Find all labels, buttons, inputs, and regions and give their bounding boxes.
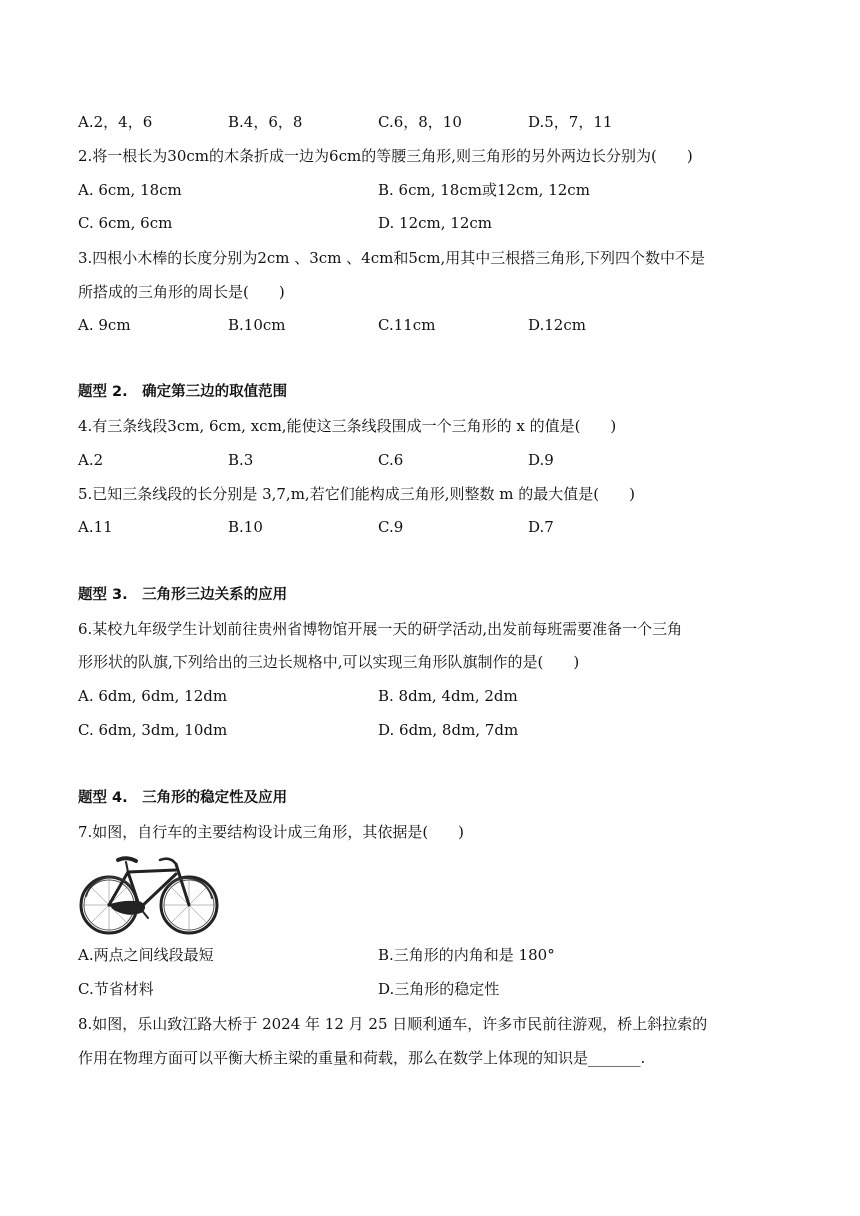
q1-option-d: D.5，7，11 [528, 113, 613, 131]
q4-stem: 4.有三条线段3cm, 6cm, xcm,能使这三条线段围成一个三角形的 x 的值是( ) [78, 417, 617, 435]
bicycle-image [78, 848, 220, 936]
q4-option-b: B.3 [228, 451, 254, 469]
q7-option-c: C.节省材料 [78, 980, 154, 998]
q8-stem-line2: 作用在物理方面可以平衡大桥主梁的重量和荷载，那么在数学上体现的知识是_______. [78, 1049, 646, 1067]
q4-option-d: D.9 [528, 451, 554, 469]
q6-option-a: A. 6dm, 6dm, 12dm [78, 687, 228, 705]
q7-option-b: B.三角形的内角和是 180° [378, 946, 555, 964]
q5-stem: 5.已知三条线段的长分别是 3,7,m,若它们能构成三角形,则整数 m 的最大值是( ) [78, 485, 635, 503]
q4-option-c: C.6 [378, 451, 404, 469]
q8-stem-line1: 8.如图，乐山致江路大桥于 2024 年 12 月 25 日顺利通车，许多市民前往游观，桥上斜拉索的 [78, 1015, 708, 1033]
q3-option-b: B.10cm [228, 316, 286, 334]
section-4-heading: 题型 4. 三角形的稳定性及应用 [78, 790, 288, 806]
q1-option-c: C.6，8，10 [378, 113, 462, 131]
q1-option-b: B.4，6，8 [228, 113, 303, 131]
q6-stem-line1: 6.某校九年级学生计划前往贵州省博物馆开展一天的研学活动,出发前每班需要准备一个三角 [78, 620, 683, 638]
q2-option-a: A. 6cm, 18cm [78, 181, 182, 199]
q1-option-a: A.2，4，6 [78, 113, 153, 131]
q2-option-d: D. 12cm, 12cm [378, 214, 492, 232]
q6-stem-line2: 形形状的队旗,下列给出的三边长规格中,可以实现三角形队旗制作的是( ) [78, 653, 580, 671]
q2-option-c: C. 6cm, 6cm [78, 214, 173, 232]
q3-option-c: C.11cm [378, 316, 436, 334]
q6-option-c: C. 6dm, 3dm, 10dm [78, 721, 228, 739]
q7-option-d: D.三角形的稳定性 [378, 980, 500, 998]
q3-stem-line1: 3.四根小木棒的长度分别为2cm 、3cm 、4cm和5cm,用其中三根搭三角形,下列四个数中不是 [78, 249, 706, 267]
q5-option-c: C.9 [378, 518, 404, 536]
q6-option-b: B. 8dm, 4dm, 2dm [378, 687, 518, 705]
q6-option-d: D. 6dm, 8dm, 7dm [378, 721, 519, 739]
q2-option-b: B. 6cm, 18cm或12cm, 12cm [378, 181, 590, 199]
q7-option-a: A.两点之间线段最短 [78, 946, 214, 964]
q5-option-b: B.10 [228, 518, 263, 536]
q4-option-a: A.2 [78, 451, 104, 469]
section-2-heading: 题型 2. 确定第三边的取值范围 [78, 384, 288, 400]
q7-stem: 7.如图，自行车的主要结构设计成三角形，其依据是( ) [78, 823, 465, 841]
section-3-heading: 题型 3. 三角形三边关系的应用 [78, 587, 288, 603]
bicycle-frame [109, 864, 189, 908]
q5-option-d: D.7 [528, 518, 554, 536]
q3-stem-line2: 所搭成的三角形的周长是( ) [78, 283, 285, 301]
q5-option-a: A.11 [78, 518, 113, 536]
q2-stem: 2.将一根长为30cm的木条折成一边为6cm的等腰三角形,则三角形的另外两边长分别为( ) [78, 147, 693, 165]
q3-option-a: A. 9cm [78, 316, 131, 334]
q3-option-d: D.12cm [528, 316, 586, 334]
